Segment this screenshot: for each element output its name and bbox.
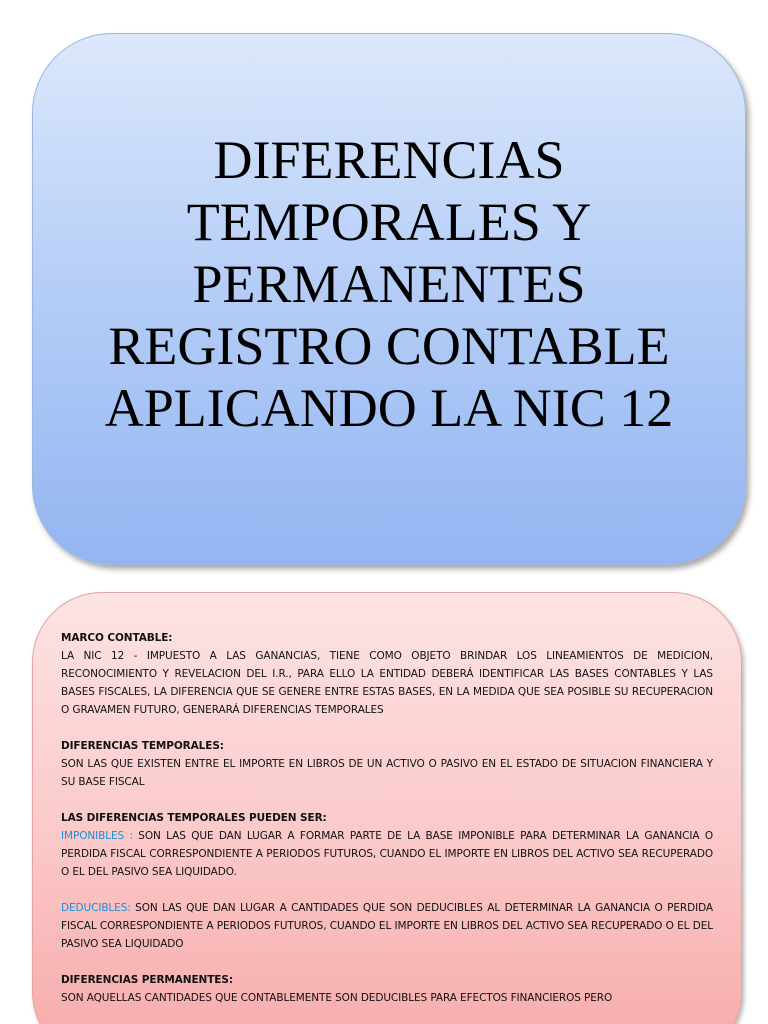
section-heading: MARCO CONTABLE: <box>61 632 173 644</box>
title-box <box>32 33 746 565</box>
deducibles-body: SON LAS QUE DAN LUGAR A CANTIDADES QUE SON DEDUCIBLES AL DETERMINAR LA GANANCIA O PERDIDA FISCAL CORRESPONDIENTE A PERIODOS FUTUROS, CUANDO EL IMPORTE EN LIBROS DEL ACTIVO SEA RECUPERADO O EL DEL PASIVO SEA LIQUIDADO <box>61 902 713 950</box>
section-deducibles <box>61 899 713 953</box>
title-line: TEMPORALES Y <box>186 192 592 252</box>
deducibles-label: DEDUCIBLES: <box>61 902 131 914</box>
section-diferencias-permanentes <box>61 971 713 1007</box>
title-line: REGISTRO CONTABLE <box>108 316 670 376</box>
content-box <box>32 592 742 1024</box>
title-line: PERMANENTES <box>192 254 586 314</box>
section-body: SON LAS QUE EXISTEN ENTRE EL IMPORTE EN LIBROS DE UN ACTIVO O PASIVO EN EL ESTADO DE SITUACION FINANCIERA Y SU BASE FISCAL <box>61 758 713 788</box>
section-heading: DIFERENCIAS PERMANENTES: <box>61 974 233 986</box>
section-pueden-ser <box>61 809 713 881</box>
imponibles-label: IMPONIBLES : <box>61 830 133 842</box>
section-diferencias-temporales <box>61 737 713 791</box>
section-heading: DIFERENCIAS TEMPORALES: <box>61 740 224 752</box>
title-line: APLICANDO LA NIC 12 <box>104 378 674 438</box>
section-body: LA NIC 12 - IMPUESTO A LAS GANANCIAS, TIENE COMO OBJETO BRINDAR LOS LINEAMIENTOS DE MEDICION, RECONOCIMIENTO Y REVELACION DEL I.R., PARA ELLO LA ENTIDAD DEBERÁ IDENTIFICAR LAS BASES CONTABLES Y LAS BASES FISCALES, LA DIFERENCIA QUE SE GENERE ENTRE ESTAS BASES, EN LA MEDIDA QUE SEA POSIBLE SU RECUPERACION O GRAVAMEN FUTURO, GENERARÁ DIFERENCIAS TEMPORALES <box>61 650 713 716</box>
section-heading: LAS DIFERENCIAS TEMPORALES PUEDEN SER: <box>61 812 327 824</box>
section-marco-contable <box>61 629 713 719</box>
imponibles-body: SON LAS QUE DAN LUGAR A FORMAR PARTE DE LA BASE IMPONIBLE PARA DETERMINAR LA GANANCIA O PERDIDA FISCAL CORRESPONDIENTE A PERIODOS FUTUROS, CUANDO EL IMPORTE EN LIBROS DEL ACTIVO SEA RECUPERADO O EL DEL PASIVO SEA LIQUIDADO. <box>61 830 713 878</box>
title-line: DIFERENCIAS <box>213 130 565 190</box>
section-body: SON AQUELLAS CANTIDADES QUE CONTABLEMENTE SON DEDUCIBLES PARA EFECTOS FINANCIEROS PERO <box>61 992 613 1004</box>
content-text <box>61 629 713 1007</box>
document-title <box>105 129 674 439</box>
